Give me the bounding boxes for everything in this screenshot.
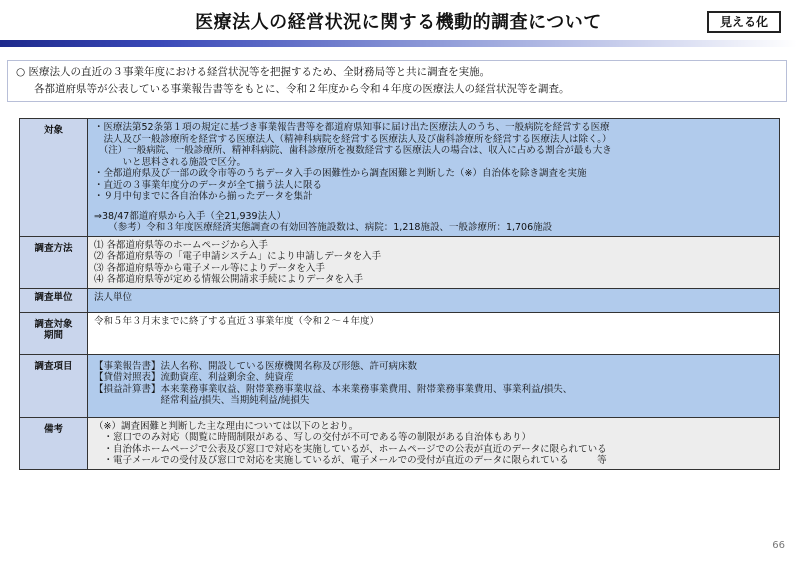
table-row-period (20, 312, 780, 354)
items-line-2: 【貸借対照表】流動資産、利益剰余金、純資産 (94, 372, 294, 383)
items-line-3: 【損益計算書】本来業務事業収益、附帯業務事業収益、本来業務事業費用、附帯業務事業費用、事業利益/損失、 (94, 383, 573, 395)
summary-line-2: 各都道府県等が公表している事業報告書等をもとに、令和２年度から令和４年度の医療法人の経営状況等を調査。 (34, 83, 570, 95)
period-value: 令和５年３月末までに終了する直近３事業年度（令和２～４年度） (94, 315, 380, 327)
row-body-remarks (88, 417, 780, 469)
row-label-items: 調査項目 (20, 354, 88, 417)
survey-detail-table (19, 118, 780, 470)
row-label-target: 対象 (20, 119, 88, 237)
target-note-reference: （参考）令和３年度医療経済実態調査の有効回答施設数は、病院：1,218施設、一般診療所：1,706施設 (94, 222, 553, 233)
row-body-period (88, 312, 780, 354)
row-label-period (20, 312, 88, 354)
title-underline-bar (0, 40, 797, 47)
row-body-target (88, 119, 780, 237)
target-line-1: ・医療法第52条第１項の規定に基づき事業報告書等を都道府県知事に届け出た医療法人のうち、一般病院を経営する医療 (94, 122, 610, 133)
target-line-2: 法人及び一般診療所を経営する医療法人（精神科病院を経営する医療法人及び歯科診療所を経営する医療法人は除く。） (94, 133, 612, 145)
target-line-7: ・９月中旬までに各自治体から揃ったデータを集計 (94, 191, 313, 202)
remarks-line-4: ・電子メールでの受付及び窓口で対応を実施しているが、電子メールでの受付が直近のデータに限られている 等 (94, 455, 607, 466)
table-row-items (20, 354, 780, 417)
remarks-line-2: ・窓口でのみ対応（閲覧に時間制限がある、写しの交付が不可である等の制限がある自治体もあり） (94, 432, 532, 443)
target-line-5: ・全都道府県及び一部の政令市等のうちデータ入手の困難性から調査困難と判断した（※）自治体を除き調査を実施 (94, 168, 587, 179)
remarks-line-1: （※）調査困難と判断した主な理由については以下のとおり。 (94, 420, 359, 432)
method-line-1: ⑴ 各都道府県等のホームページから入手 (94, 239, 268, 251)
page-title: 医療法人の経営状況に関する機動的調査について (195, 12, 602, 33)
row-label-method: 調査方法 (20, 236, 88, 288)
table-row-remarks (20, 417, 780, 469)
remarks-line-3: ・自治体ホームページで公表及び窓口で対応を実施しているが、ホームページでの公表が直近のデータに限られている (94, 443, 607, 455)
target-line-3: （注）一般病院、一般診療所、精神科病院、歯科診療所を複数経営する医療法人の場合は、収入に占める割合が最も大き (94, 145, 612, 156)
visualization-badge: 見える化 (707, 11, 781, 33)
target-line-4: いと思料される施設で区分。 (94, 156, 247, 168)
row-label-unit: 調査単位 (20, 288, 88, 312)
method-line-3: ⑶ 各都道府県等から電子メール等によりデータを入手 (94, 262, 325, 274)
target-note-count: ⇒38/47都道府県から入手（全21,939法人） (94, 210, 287, 222)
row-body-unit (88, 288, 780, 312)
table-row-method (20, 236, 780, 288)
table-row-unit (20, 288, 780, 312)
target-line-6: ・直近の３事業年度分のデータが全て揃う法人に限る (94, 179, 323, 191)
unit-value: 法人単位 (94, 291, 133, 303)
items-line-4: 経常利益/損失、当期純利益/純損失 (94, 395, 310, 406)
method-line-4: ⑷ 各都道府県等が定める情報公開請求手続によりデータを入手 (94, 274, 364, 285)
row-body-items (88, 354, 780, 417)
table-row-target (20, 119, 780, 237)
summary-box (7, 60, 787, 102)
method-line-2: ⑵ 各都道府県等の「電子申請システム」により申請しデータを入手 (94, 251, 382, 262)
page-number: 66 (772, 540, 785, 551)
period-label-line-2: 期間 (43, 330, 63, 341)
period-label-line-1: 調査対象 (34, 318, 73, 330)
items-line-1: 【事業報告書】法人名称、開設している医療機関名称及び形態、許可病床数 (94, 360, 418, 372)
row-body-method (88, 236, 780, 288)
summary-line-1: ○ 医療法人の直近の３事業年度における経営状況等を把握するため、全財務局等と共に調査を実施。 (16, 66, 491, 78)
row-label-remarks: 備考 (20, 417, 88, 469)
